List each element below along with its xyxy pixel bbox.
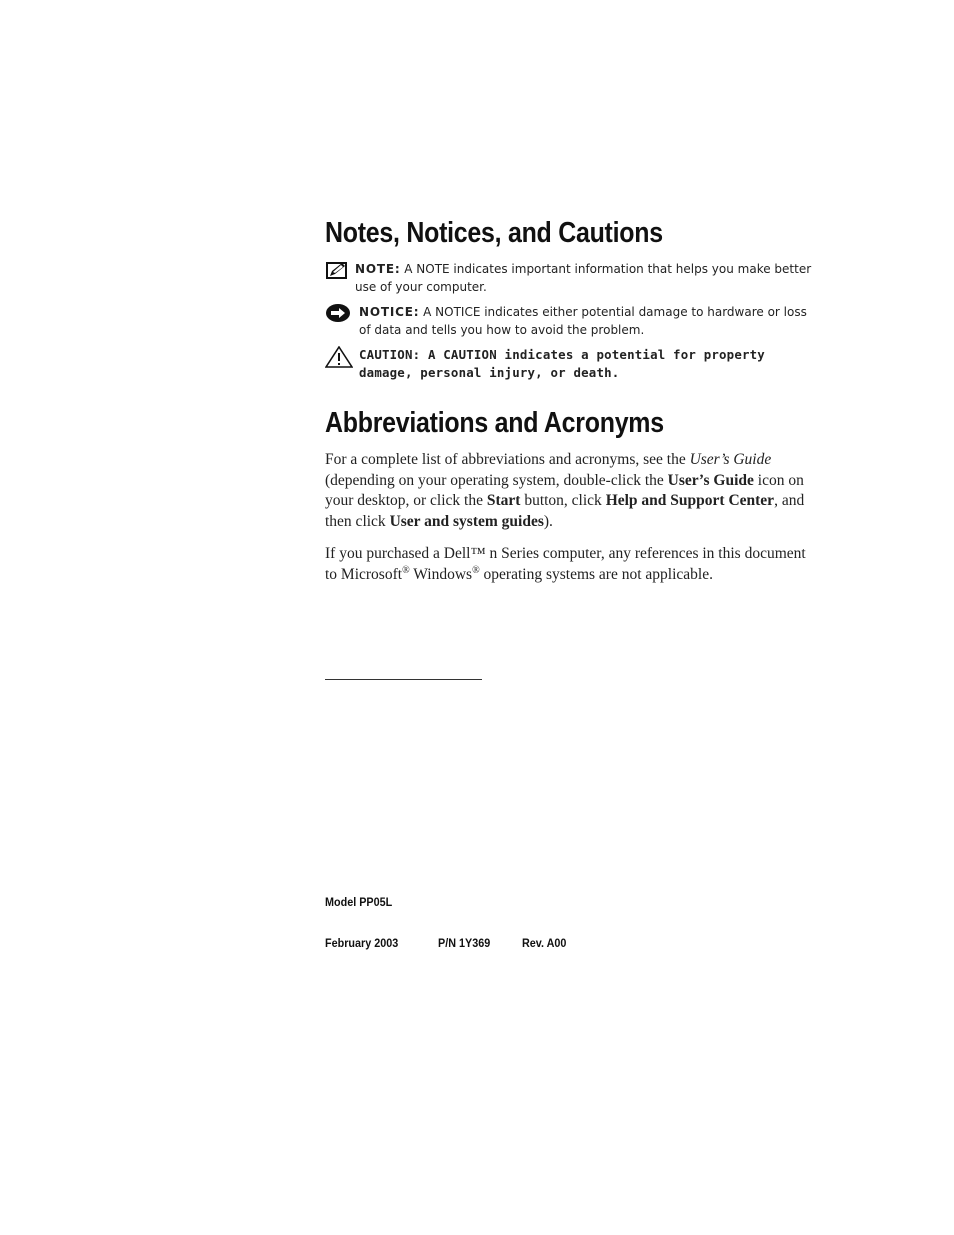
footnote-divider — [325, 679, 482, 680]
p1-text-3: icon on your desktop, or click the — [325, 471, 804, 509]
section-title-notes: Notes, Notices, and Cautions — [325, 217, 663, 249]
model-number: Model PP05L — [325, 895, 393, 909]
section-title-abbreviations: Abbreviations and Acronyms — [325, 407, 664, 439]
users-guide-italic: User’s Guide — [689, 451, 772, 468]
caution-text: A CAUTION indicates a potential for property damage, personal injury, or death. — [359, 347, 765, 380]
p1-text-4: button, click — [520, 492, 606, 509]
p1-text-1: For a complete list of abbreviations and acronyms, see the — [325, 451, 690, 468]
caution-block — [325, 346, 817, 384]
notice-block — [325, 303, 817, 339]
publish-date: February 2003 — [325, 936, 399, 950]
p2-text-3: operating systems are not applicable. — [479, 565, 713, 583]
p1-text-2: (depending on your operating system, double-click the — [325, 471, 668, 489]
notice-text: A NOTICE indicates either potential damage to hardware or loss of data and tells you how to avoid the problem. — [359, 305, 807, 337]
registered-mark-1: ® — [402, 564, 410, 576]
notice-label: NOTICE: — [359, 305, 420, 319]
registered-mark-2: ® — [472, 564, 480, 576]
p1-text-6: ). — [543, 512, 553, 530]
section-abbr-heading-wrap — [325, 406, 815, 440]
note-label: NOTE: — [355, 262, 401, 276]
help-support-center-name: Help and Support Center — [605, 492, 775, 509]
section-notes-heading-wrap — [325, 216, 815, 250]
user-system-guides-name: User and system guides — [389, 512, 544, 530]
abbr-paragraph-2 — [325, 544, 815, 585]
note-text: A NOTE indicates important information that helps you make better use of your computer. — [355, 262, 812, 294]
users-guide-icon-name: User’s Guide — [667, 471, 754, 489]
note-block — [325, 260, 817, 296]
part-number: P/N 1Y369 — [438, 936, 491, 950]
abbr-paragraph-1-wrap — [325, 450, 815, 532]
abbr-paragraph-1 — [325, 450, 815, 532]
p2-text-2: Windows — [409, 565, 473, 583]
p2-text-1: If you purchased a Dell™ n Series computer, any references in this document to Microsoft — [325, 545, 806, 583]
pencil-note-icon — [325, 260, 349, 285]
caution-label: CAUTION: — [359, 347, 421, 362]
revision: Rev. A00 — [522, 936, 567, 950]
start-button-name: Start — [486, 492, 521, 509]
warning-triangle-icon — [325, 346, 353, 373]
p1-text-5: , and then click — [325, 492, 805, 530]
notice-circle-arrow-icon — [325, 303, 351, 328]
abbr-paragraph-2-wrap — [325, 544, 815, 585]
